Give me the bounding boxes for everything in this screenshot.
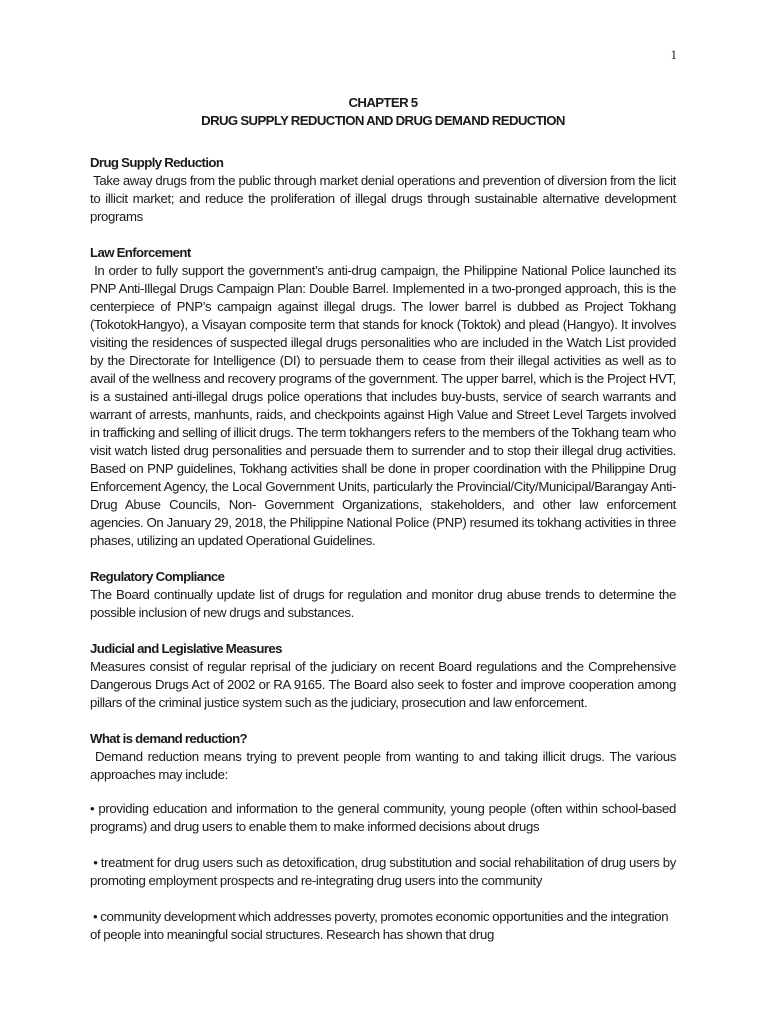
section-law-enforcement — [90, 244, 676, 550]
section-heading: Drug Supply Reduction — [90, 155, 224, 170]
section-body: Measures consist of regular reprisal of the judiciary on recent Board regulations and the Comprehensive Dangerous Drugs Act of 2002 or RA 9165. The Board also seek to foster and improve cooperation among pillars of the criminal justice system such as the judiciary, prosecution and law enforcement. — [90, 659, 676, 710]
section-heading: Judicial and Legislative Measures — [90, 641, 282, 656]
page-number: 1 — [670, 47, 677, 62]
section-body: The Board continually update list of drugs for regulation and monitor drug abuse trends to determine the possible inclusion of new drugs and substances. — [90, 587, 676, 620]
section-body: Take away drugs from the public through market denial operations and prevention of diversion from the licit to illicit market; and reduce the proliferation of illegal drugs through sustainable alternative development programs — [90, 173, 676, 224]
bullet-item: • providing education and information to the general community, young people (often within school-based programs) and drug users to enable them to make informed decisions about drugs — [90, 801, 676, 834]
section-body: In order to fully support the government’s anti-drug campaign, the Philippine National Police launched its PNP Anti-Illegal Drugs Campaign Plan: Double Barrel. Implemented in a two-pronged approach, this is the centerpiece of PNP’s campaign against illegal drugs. The lower barrel is dubbed as Project Tokhang (TokotokHangyo), a Visayan composite term that stands for knock (Toktok) and plead (Hangyo). It involves visiting the residences of suspected illegal drugs personalities who are included in the Watch List provided by the Directorate for Intelligence (DI) to persuade them to cease from their illegal activities as well as to avail of the wellness and recovery programs of the government. The upper barrel, which is the Project HVT, is a sustained anti-illegal drugs police operations that includes buy-busts, service of search warrants and warrant of arrests, manhunts, raids, and checkpoints against High Value and Street Level Targets involved in trafficking and selling of illicit drugs. The term tokhangers refers to the members of the Tokhang team who visit watch listed drug personalities and persuade them to surrender and to stop their illegal drug activities. Based on PNP guidelines, Tokhang activities shall be done in proper coordination with the Philippine Drug Enforcement Agency, the Local Government Units, particularly the Provincial/City/Municipal/Barangay Anti-Drug Abuse Councils, Non- Government Organizations, stakeholders, and other law enforcement agencies. On January 29, 2018, the Philippine National Police (PNP) resumed its tokhang activities in three phases, utilizing an updated Operational Guidelines. — [90, 263, 676, 548]
section-body: Demand reduction means trying to prevent people from wanting to and taking illicit drugs. The various approaches may include: — [90, 749, 676, 782]
chapter-title: DRUG SUPPLY REDUCTION AND DRUG DEMAND REDUCTION — [201, 113, 565, 128]
bullet-item: • community development which addresses poverty, promotes economic opportunities and the integration of people into meaningful social structures. Research has shown that drug — [90, 909, 669, 942]
section-drug-supply-reduction — [90, 154, 676, 226]
section-regulatory-compliance — [90, 568, 676, 622]
section-heading: Law Enforcement — [90, 245, 191, 260]
section-heading: Regulatory Compliance — [90, 569, 225, 584]
section-judicial-legislative — [90, 640, 676, 712]
chapter-number: CHAPTER 5 — [348, 95, 418, 110]
page-content — [90, 94, 676, 944]
section-demand-reduction — [90, 730, 676, 784]
bullet-item: • treatment for drug users such as detoxification, drug substitution and social rehabilitation of drug users by promoting employment prospects and re-integrating drug users into the community — [90, 855, 676, 888]
section-heading: What is demand reduction? — [90, 731, 248, 746]
